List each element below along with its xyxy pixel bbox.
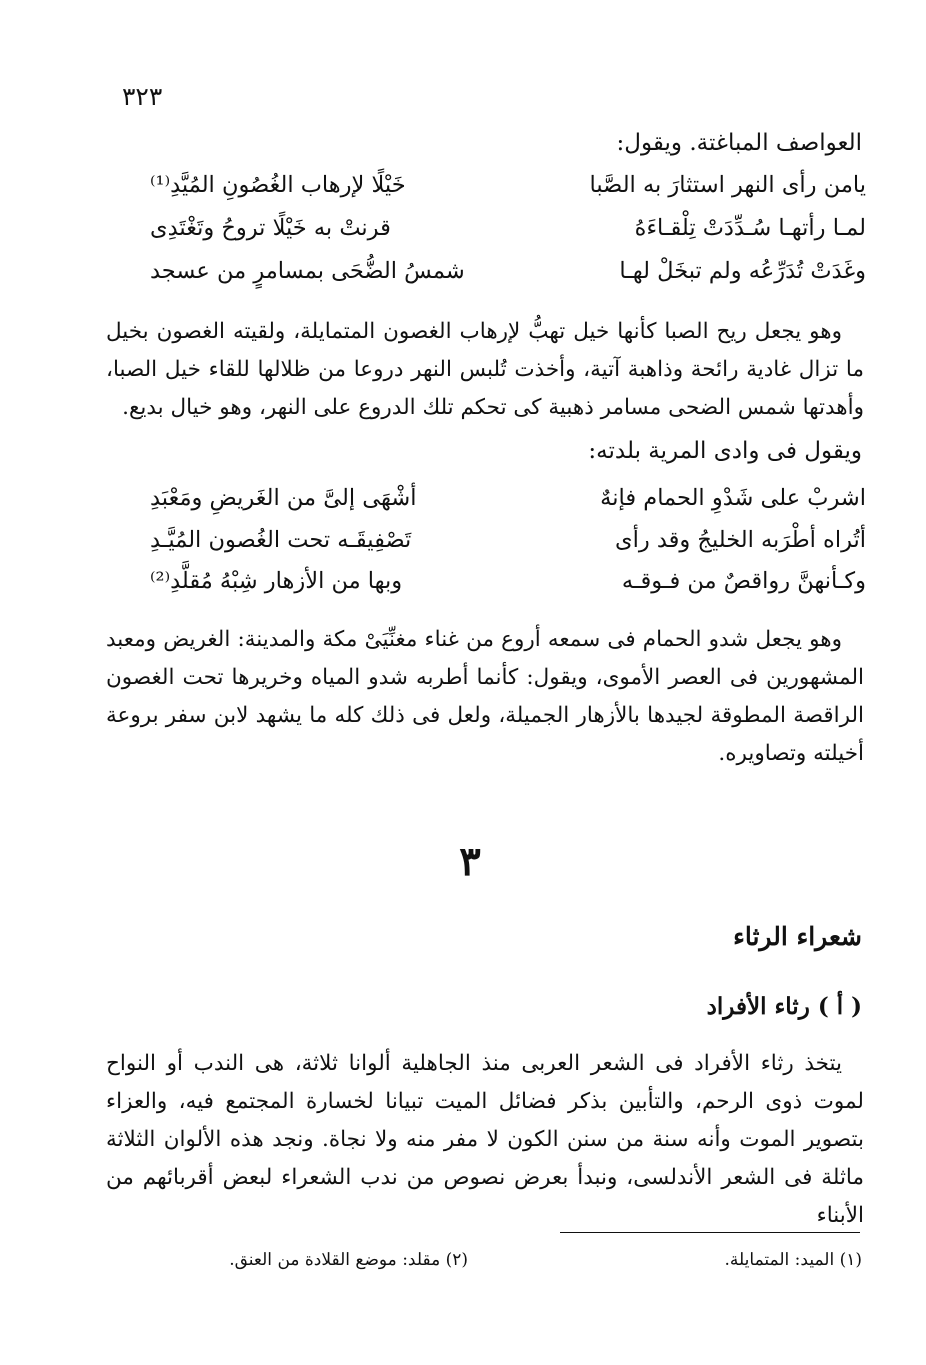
verse-first-hemistich: وكـأنهنَّ رواقصٌ من فـوقـه	[621, 568, 866, 594]
verse-second-hemistich: وبها من الأزهار شِبْهُ مُقلَّدِ⁽²⁾	[150, 568, 403, 594]
verse-second-hemistich: قرنتْ به خَيْلًا تروحُ وتَغْتَدِى	[150, 215, 391, 241]
verse-second-hemistich: خَيْلًا لإرهاب الغُصُونِ المُيَّدِ⁽¹⁾	[150, 172, 406, 198]
verse-second-hemistich: أشْهَى إلىَّ من الغَريضِ ومَعْبَدِ	[150, 485, 417, 511]
poem-1-verse-1	[150, 172, 866, 212]
footnote-2: (٢) مقلد: موضع القلادة من العنق.	[229, 1250, 468, 1270]
subsection-title: ( أ ) رثاء الأفراد	[706, 993, 862, 1020]
poem-2-verse-1	[150, 485, 866, 525]
paragraph-3: يتخذ رثاء الأفراد فى الشعر العربى منذ الجاهلية ألوانا ثلاثة، هى الندب أو النواح لموت ذوى الرحم، والتأبين بذكر فضائل الميت تبيانا لخسارة المجتمع فيه، والعزاء بتصوير الموت وأنه سنة من سنن الكون لا مفر منه ولا نجاة. ونجد هذه الألوان الثلاثة ماثلة فى الشعر الأندلسى، ونبدأ بعرض نصوص من ندب الشعراء لبعض أقربائهم من الأبناء	[106, 1051, 864, 1228]
footnote-1: (١) الميد: المتمايلة.	[724, 1250, 862, 1270]
intro-line: العواصف المباغتة. ويقول:	[616, 130, 862, 156]
paragraph-1: وهو يجعل ريح الصبا كأنها خيل تهبُّ لإرهاب الغصون المتمايلة، ولقيته الغصون بخيل ما تزال غادية رائحة وذاهبة آتية، وأخذت تُلبس النهر دروعا من ظلالها للقاء خيل الصبا، وأهدتها شمس الضحى مسامر ذهبية كى تحكم تلك الدروع على النهر، وهو خيال بديع.	[106, 319, 864, 420]
footnote-separator	[560, 1232, 860, 1233]
poem-1-verse-2	[150, 215, 866, 255]
poem-2-verse-2	[150, 527, 866, 567]
verse-second-hemistich: شمسُ الضُّحَى بمسامرٍ من عسجد	[150, 258, 465, 284]
verse-first-hemistich: لمـا رأتهـا سُـدِّدَتْ تِلْقـاءَهُ	[634, 215, 866, 241]
verse-first-hemistich: اشربْ على شَدْوِ الحمام فإنهٌ	[600, 485, 866, 511]
poem-1-verse-3	[150, 258, 866, 298]
verse-first-hemistich: يامن رأى النهر استثارَ به الصَّبا	[589, 172, 866, 198]
section-number: ٣	[459, 838, 481, 885]
paragraph-2: وهو يجعل شدو الحمام فى سمعه أروع من غناء مغنِّيَىْ مكة والمدينة: الغريض ومعبد المشهورين فى العصر الأموى، ويقول: كأنما أطربه شدو المياه وخريرها تحت الغصون الراقصة المطوقة لجيدها بالأزهار الجميلة، ولعل فى ذلك كله ما يشهد لابن سفر بروعة أخيلته وتصاويره.	[106, 627, 864, 766]
section-title: شعراء الرثاء	[733, 922, 862, 951]
page-number: ٣٢٣	[122, 82, 163, 111]
intro-line-2: ويقول فى وادى المرية بلدته:	[588, 438, 862, 464]
poem-2-verse-3	[150, 568, 866, 608]
verse-second-hemistich: تَصْفِيقَـه تحت الغُصون المُيَّـدِ	[150, 527, 412, 553]
verse-first-hemistich: أتُراه أطْرَبه الخليجُ وقد رأى	[614, 527, 866, 553]
verse-first-hemistich: وغَدَتْ تُدَرِّعُه ولم تبخَلْ لهـا	[619, 258, 866, 284]
